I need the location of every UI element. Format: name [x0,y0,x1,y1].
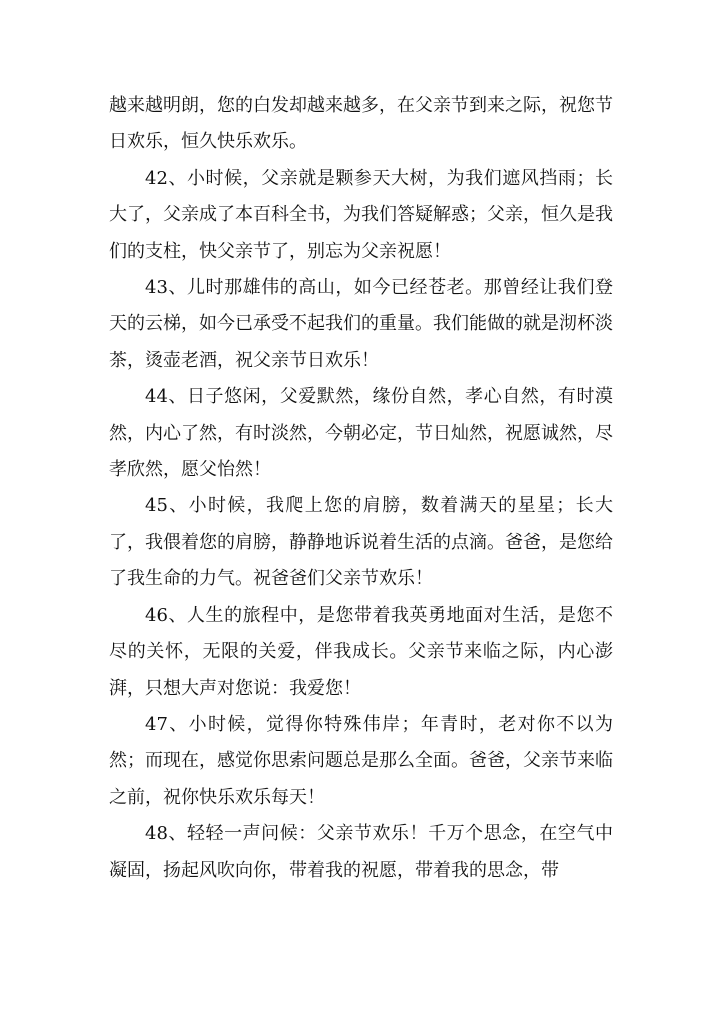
paragraph-continuation: 越来越明朗，您的白发却越来越多，在父亲节到来之际，祝您节日欢乐，恒久快乐欢乐。 [109,95,613,153]
paragraph-48: 48、轻轻一声问候：父亲节欢乐！千万个思念，在空气中凝固，扬起风吹向你，带着我的祝愿，带着我的思念，带 [109,823,613,881]
paragraph-47: 47、小时候，觉得你特殊伟岸；年青时，老对你不以为然；而现在，感觉你思索问题总是那么全面。爸爸，父亲节来临之前，祝你快乐欢乐每天！ [109,713,613,808]
paragraph-46: 46、人生的旅程中，是您带着我英勇地面对生活，是您不尽的关怀，无限的关爱，伴我成长。父亲节来临之际，内心澎湃，只想大声对您说：我爱您！ [109,604,613,699]
paragraph-43: 43、儿时那雄伟的高山，如今已经苍老。那曾经让我们登天的云梯，如今已承受不起我们的重量。我们能做的就是沏杯淡茶，烫壶老酒，祝父亲节日欢乐！ [109,277,613,371]
paragraph-44: 44、日子悠闲，父爱默然，缘份自然，孝心自然，有时漠然，内心了然，有时淡然，今朝必定，节日灿然，祝愿诚然，尽孝欣然，愿父怡然！ [109,386,613,481]
paragraph-45: 45、小时候，我爬上您的肩膀，数着满天的星星；长大了，我偎着您的肩膀，静静地诉说着生活的点滴。爸爸，是您给了我生命的力气。祝爸爸们父亲节欢乐！ [109,495,613,590]
document-body [109,88,613,889]
paragraph-42: 42、小时候，父亲就是颗参天大树，为我们遮风挡雨；长大了，父亲成了本百科全书，为我们答疑解惑；父亲，恒久是我们的支柱，快父亲节了，别忘为父亲祝愿！ [109,167,613,262]
